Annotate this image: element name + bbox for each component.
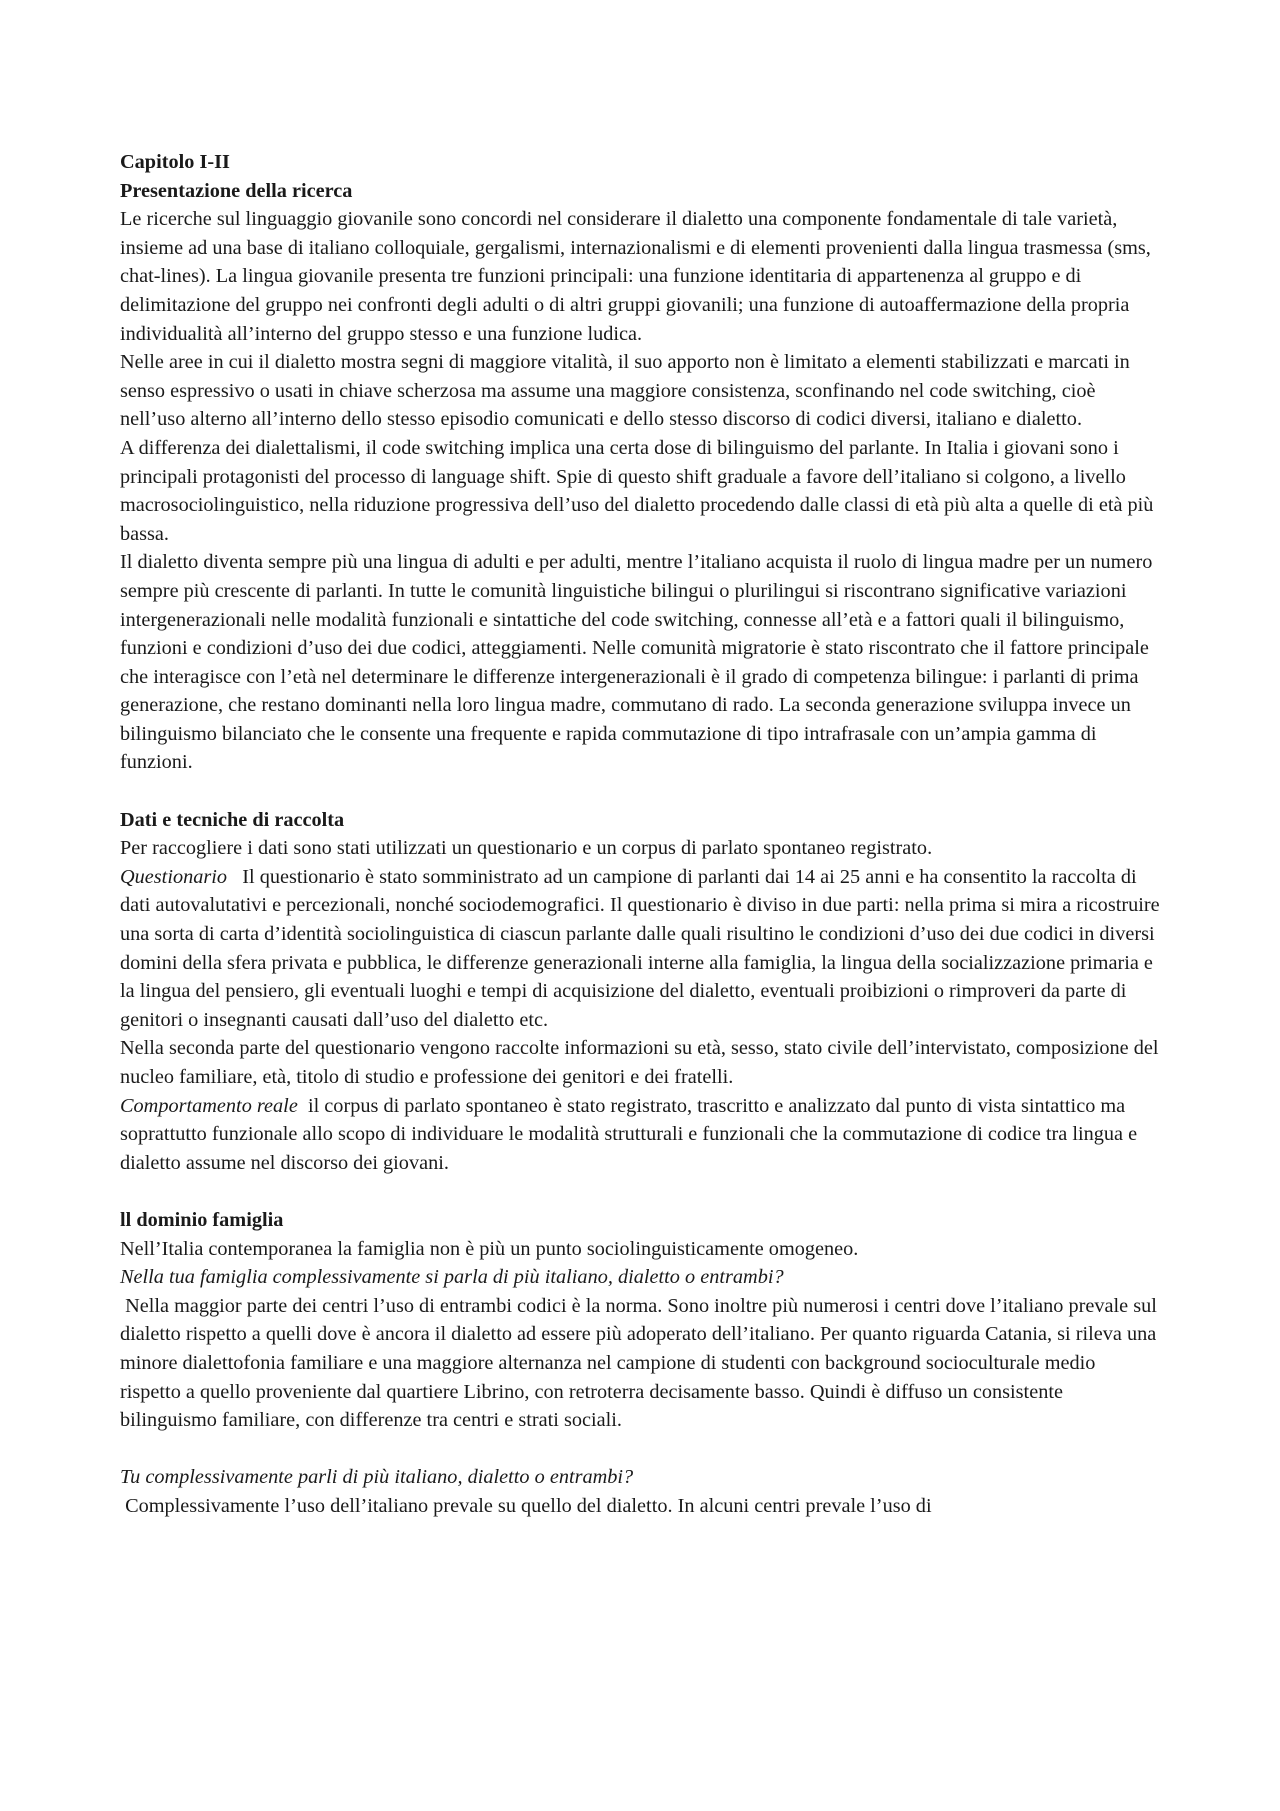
chapter-title: Capitolo I-II [120, 151, 230, 173]
paragraph: Nella maggior parte dei centri l’uso di entrambi codici è la norma. Sono inoltre più numerosi i centri dove l’italiano prevale sul dialetto rispetto a quelli dove è ancora il dialetto ad essere più adoperato dell’italiano. Per quanto riguarda Catania, si rileva una minore dialettofonia familiare e una maggiore alternanza nel campione di studenti con background socioculturale medio rispetto a quello proveniente dal quartiere Librino, con retroterra decisamente basso. Quindi è diffuso un consistente bilinguismo familiare, con differenze tra centri e strati sociali. [120, 1294, 1162, 1432]
question-italic: Tu complessivamente parli di più italiano, dialetto o entrambi? [120, 1466, 634, 1489]
questionario-text: Il questionario è stato somministrato ad un campione di parlanti dai 14 ai 25 anni e ha consentito la raccolta di dati autovalutativi e percezionali, nonché sociodemografici. Il questionario è diviso in due parti: nella prima si mira a ricostruire una sorta di carta d’identità sociolinguistica di ciascun parlante dalle quali risultino le condizioni d’uso dei due codici in diversi domini della sfera privata e pubblica, le differenze generazionali interne alla famiglia, la lingua della socializzazione primaria e la lingua del pensiero, gli eventuali luoghi e tempi di acquisizione del dialetto, eventuali proibizioni o rimproveri da parte di genitori o insegnanti causati dall’uso del dialetto etc. [120, 865, 1165, 1031]
spacer [120, 1435, 1160, 1464]
section-heading-presentazione: Presentazione della ricerca [120, 179, 353, 202]
paragraph: Nell’Italia contemporanea la famiglia non è più un punto sociolinguisticamente omogeneo. [120, 1237, 859, 1260]
paragraph: Nella seconda parte del questionario vengono raccolte informazioni su età, sesso, stato civile dell’intervistato, composizione del nucleo familiare, età, titolo di studio e professione dei genitori e dei fratelli. [120, 1037, 1159, 1088]
section-heading-famiglia: ll dominio famiglia [120, 1208, 284, 1231]
questionario-label: Questionario [120, 865, 228, 888]
comportamento-label: Comportamento reale [120, 1094, 298, 1117]
spacer [120, 1177, 1160, 1206]
paragraph-comportamento [120, 1092, 1160, 1178]
comportamento-text: il corpus di parlato spontaneo è stato registrato, trascritto e analizzato dal punto di vista sintattico ma soprattutto funzionale allo scopo di individuare le modalità strutturali e funzionali che la commutazione di codice tra lingua e dialetto assume nel discorso dei giovani. [120, 1094, 1143, 1174]
paragraph: Le ricerche sul linguaggio giovanile sono concordi nel considerare il dialetto una componente fondamentale di tale varietà, insieme ad una base di italiano colloquiale, gergalismi, internazionalismi e di elementi provenienti dalla lingua trasmessa (sms, chat-lines). La lingua giovanile presenta tre funzioni principali: una funzione identitaria di appartenenza al gruppo e di delimitazione del gruppo nei confronti degli adulti o di altri gruppi giovanili; una funzione di autoaffermazione della propria individualità all’interno del gruppo stesso e una funzione ludica. [120, 208, 1151, 345]
question-italic: Nella tua famiglia complessivamente si parla di più italiano, dialetto o entrambi? [120, 1266, 784, 1289]
paragraph: Per raccogliere i dati sono stati utilizzati un questionario e un corpus di parlato spontaneo registrato. [120, 837, 933, 860]
section-heading-dati: Dati e tecniche di raccolta [120, 808, 345, 831]
paragraph: Nelle aree in cui il dialetto mostra segni di maggiore vitalità, il suo apporto non è limitato a elementi stabilizzati e marcati in senso espressivo o usati in chiave scherzosa ma assume una maggiore consistenza, sconfinando nel code switching, cioè nell’uso alterno all’interno dello stesso episodio comunicati e dello stesso discorso di codici diversi, italiano e dialetto. [120, 351, 1130, 431]
paragraph-questionario [120, 863, 1165, 1035]
spacer [120, 777, 1160, 806]
paragraph: Il dialetto diventa sempre più una lingua di adulti e per adulti, mentre l’italiano acquista il ruolo di lingua madre per un numero sempre più crescente di parlanti. In tutte le comunità linguistiche bilingui o plurilingui si riscontrano significative variazioni intergenerazionali nelle modalità funzionali e sintattiche del code switching, connesse all’età e a fattori quali il bilinguismo, funzioni e condizioni d’uso dei due codici, atteggiamenti. Nelle comunità migratorie è stato riscontrato che il fattore principale che interagisce con l’età nel determinare le differenze intergenerazionali è il grado di competenza bilingue: i parlanti di prima generazione, che restano dominanti nella loro lingua madre, commutano di rado. La seconda generazione sviluppa invece un bilinguismo bilanciato che le consente una frequente e rapida commutazione di tipo intrafrasale con un’ampia gamma di funzioni. [120, 551, 1153, 774]
document-page [120, 148, 1165, 1521]
paragraph: Complessivamente l’uso dell’italiano prevale su quello del dialetto. In alcuni centri prevale l’uso di [120, 1494, 932, 1517]
paragraph: A differenza dei dialettalismi, il code switching implica una certa dose di bilinguismo del parlante. In Italia i giovani sono i principali protagonisti del processo di language shift. Spie di questo shift graduale a favore dell’italiano si colgono, a livello macrosociolinguistico, nella riduzione progressiva dell’uso del dialetto procedendo dalle classi di età più alta a quelle di età più bassa. [120, 436, 1154, 545]
